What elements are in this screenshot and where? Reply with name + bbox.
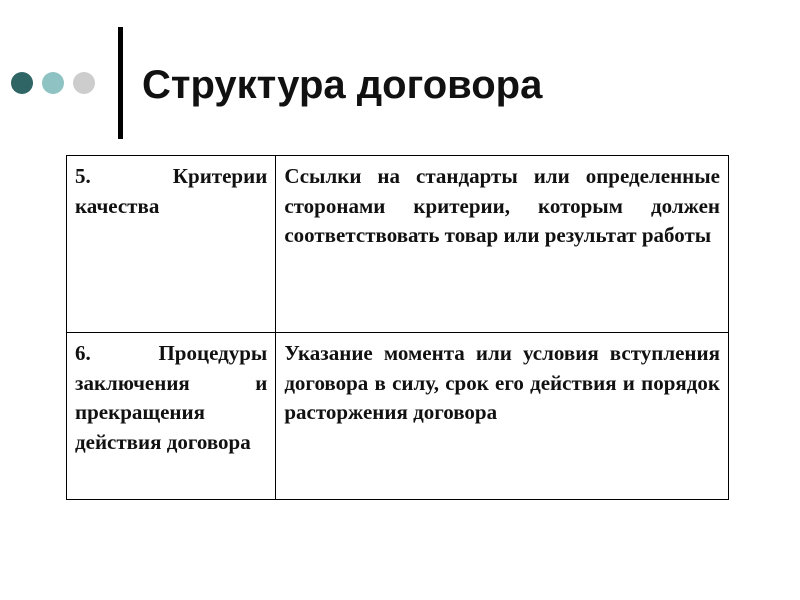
description-cell: Указание момента или условия вступления договора в силу, срок его действия и порядок расторжения договора	[276, 333, 729, 500]
description-cell: Ссылки на стандарты или определенные сторонами критерии, которым должен соответствовать товар или результат работы	[276, 156, 729, 333]
table-row	[67, 333, 729, 500]
criterion-cell: 6. Процедуры заключения и прекращения действия договора	[67, 333, 276, 500]
criterion-cell: 5. Критерии качества	[67, 156, 276, 333]
table-row	[67, 156, 729, 333]
contract-structure-table	[66, 155, 729, 500]
slide-title: Структура договора	[142, 63, 543, 107]
title-divider-bar	[118, 27, 123, 139]
dot-light-teal	[42, 72, 64, 94]
dot-gray	[73, 72, 95, 94]
dot-dark-teal	[11, 72, 33, 94]
decorative-dots	[11, 72, 95, 94]
